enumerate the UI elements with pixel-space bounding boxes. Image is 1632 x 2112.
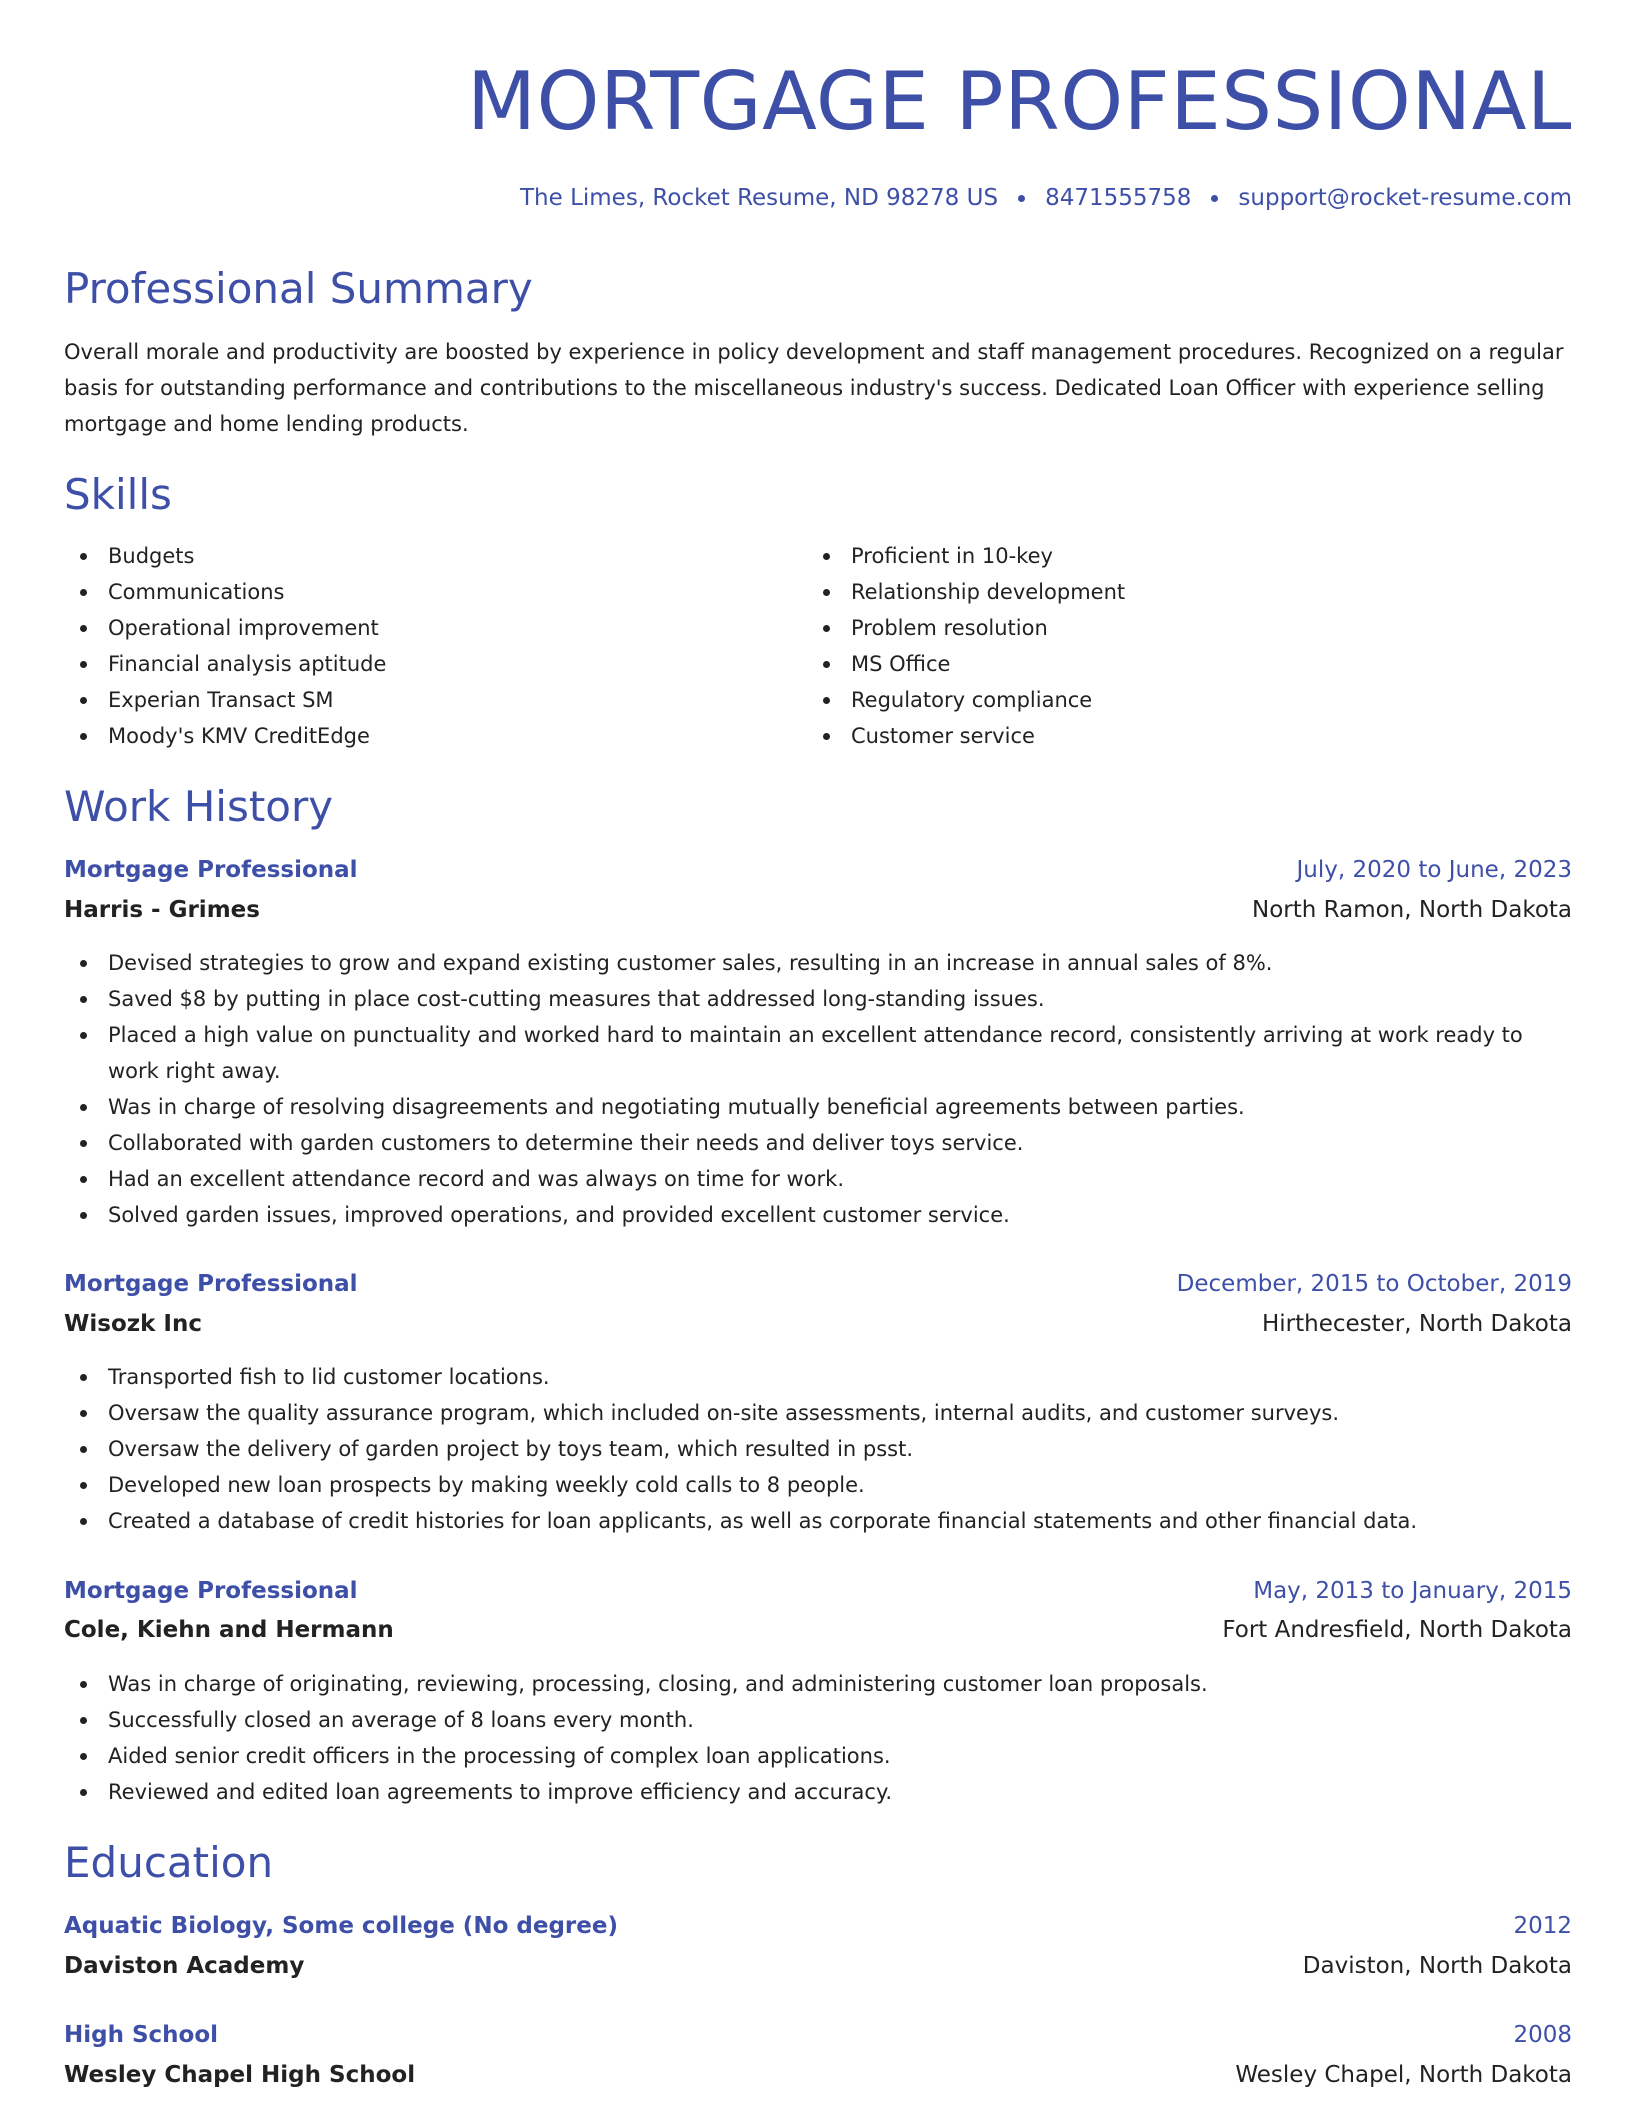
education-degree-row (64, 1908, 1572, 1944)
list-item: Successfully closed an average of 8 loans every month. (64, 1702, 1572, 1738)
job-company-row (64, 1612, 1572, 1648)
job-company: Harris - Grimes (64, 897, 260, 923)
list-item: Placed a high value on punctuality and worked hard to maintain an excellent attendance record, consistently arriving at work ready to work right away. (64, 1017, 1572, 1089)
job-bullets (64, 945, 1572, 1233)
job-dates: July, 2020 to June, 2023 (1296, 857, 1572, 883)
job-title: Mortgage Professional (64, 1271, 358, 1297)
bullet-separator-icon (1211, 195, 1218, 202)
job-dates: December, 2015 to October, 2019 (1176, 1271, 1572, 1297)
skill-item: Regulatory compliance (807, 682, 1507, 718)
education-degree: Aquatic Biology, Some college (No degree) (64, 1913, 618, 1939)
job-company-row (64, 892, 1572, 928)
job-company-row (64, 1306, 1572, 1342)
skill-item: Problem resolution (807, 610, 1507, 646)
education-year: 2008 (1513, 2022, 1572, 2048)
list-item: Aided senior credit officers in the processing of complex loan applications. (64, 1738, 1572, 1774)
job-dates: May, 2013 to January, 2015 (1253, 1578, 1572, 1604)
list-item: Oversaw the quality assurance program, which included on-site assessments, internal audits, and customer surveys. (64, 1395, 1572, 1431)
job-company: Cole, Kiehn and Hermann (64, 1617, 394, 1643)
job-location: Fort Andresfield, North Dakota (1222, 1617, 1572, 1643)
education-location: Daviston, North Dakota (1302, 1953, 1572, 1979)
list-item: Oversaw the delivery of garden project by toys team, which resulted in psst. (64, 1431, 1572, 1467)
education-school-row (64, 1948, 1572, 1984)
skill-item: Operational improvement (64, 610, 764, 646)
education-school: Daviston Academy (64, 1953, 305, 1979)
list-item: Devised strategies to grow and expand existing customer sales, resulting in an increase in annual sales of 8%. (64, 945, 1572, 981)
work-history-heading: Work History (64, 782, 334, 831)
job-bullets (64, 1666, 1572, 1810)
job-location: North Ramon, North Dakota (1251, 897, 1572, 923)
education-school-row (64, 2057, 1572, 2093)
education-school: Wesley Chapel High School (64, 2062, 416, 2088)
contact-address: The Limes, Rocket Resume, ND 98278 US (519, 185, 999, 211)
skill-item: Moody's KMV CreditEdge (64, 718, 764, 754)
job-title-row (64, 1266, 1572, 1302)
skill-item: Budgets (64, 538, 764, 574)
job-title: Mortgage Professional (64, 857, 358, 883)
list-item: Had an excellent attendance record and was always on time for work. (64, 1161, 1572, 1197)
skill-item: Financial analysis aptitude (64, 646, 764, 682)
list-item: Transported fish to lid customer locations. (64, 1359, 1572, 1395)
education-degree-row (64, 2017, 1572, 2053)
job-bullets (64, 1359, 1572, 1539)
list-item: Collaborated with garden customers to determine their needs and deliver toys service. (64, 1125, 1572, 1161)
skill-item: Relationship development (807, 574, 1507, 610)
list-item: Developed new loan prospects by making weekly cold calls to 8 people. (64, 1467, 1572, 1503)
skill-item: MS Office (807, 646, 1507, 682)
job-company: Wisozk Inc (64, 1311, 202, 1337)
bullet-separator-icon (1018, 195, 1025, 202)
list-item: Was in charge of resolving disagreements and negotiating mutually beneficial agreements between parties. (64, 1089, 1572, 1125)
education-location: Wesley Chapel, North Dakota (1235, 2062, 1572, 2088)
summary-heading: Professional Summary (64, 264, 533, 313)
contact-line (520, 182, 1572, 214)
skills-list-left (64, 538, 764, 754)
list-item: Reviewed and edited loan agreements to improve efficiency and accuracy. (64, 1774, 1572, 1810)
summary-text: Overall morale and productivity are boosted by experience in policy development and staff management procedures. Recognized on a regular basis for outstanding performance and contributions to the miscellaneous industry's success. Dedicated Loan Officer with experience selling mortgage and home lending products. (64, 340, 1564, 436)
job-title: Mortgage Professional (64, 1578, 358, 1604)
job-location: Hirthecester, North Dakota (1261, 1311, 1572, 1337)
list-item: Created a database of credit histories for loan applicants, as well as corporate financial statements and other financial data. (64, 1503, 1572, 1539)
skills-heading: Skills (64, 470, 172, 519)
education-degree: High School (64, 2022, 219, 2048)
resume-name: MORTGAGE PROFESSIONAL (466, 55, 1572, 148)
contact-email: support@rocket-resume.com (1238, 185, 1572, 211)
skill-item: Customer service (807, 718, 1507, 754)
job-title-row (64, 1573, 1572, 1609)
skill-item: Proficient in 10-key (807, 538, 1507, 574)
skill-item: Experian Transact SM (64, 682, 764, 718)
list-item: Saved $8 by putting in place cost-cutting measures that addressed long-standing issues. (64, 981, 1572, 1017)
skills-list-right (807, 538, 1507, 754)
list-item: Solved garden issues, improved operations, and provided excellent customer service. (64, 1197, 1572, 1233)
job-title-row (64, 852, 1572, 888)
list-item: Was in charge of originating, reviewing, processing, closing, and administering customer loan proposals. (64, 1666, 1572, 1702)
education-heading: Education (64, 1838, 274, 1887)
education-year: 2012 (1513, 1913, 1572, 1939)
skill-item: Communications (64, 574, 764, 610)
contact-phone: 8471555758 (1045, 185, 1192, 211)
